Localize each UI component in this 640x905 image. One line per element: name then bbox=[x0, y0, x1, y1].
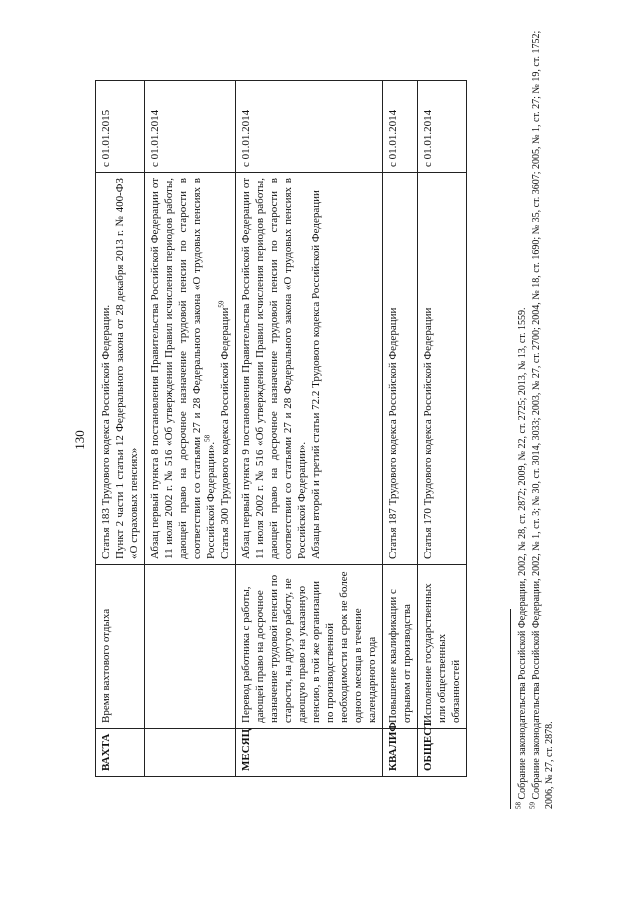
row-date: с 01.01.2014 bbox=[418, 81, 467, 173]
row-name: Перевод работника с работы, дающей право на досрочное назначение трудовой пенсии по старости, на другую работу, не дающую право на указанную пенсию, в той же организации по производственной необходимости на срок не более одного месяца в течение календарного года bbox=[236, 565, 383, 729]
row-basis bbox=[383, 173, 418, 565]
footnote-text: Собрание законодательства Российской Федерации, 2002, № 1, ст. 3; № 30, ст. 3014, 3033; 2003, № 27, ст. 2700; 2004, № 18, ст. 1690; № 35, ст. 3607; 2005, № 1, ст. 27; № 19, ст. 1752; 2006, № 27, ст. 2878. bbox=[531, 30, 555, 809]
footnote-number: 59 bbox=[528, 802, 537, 809]
row-date: с 01.01.2014 bbox=[145, 81, 236, 173]
row-name: Время вахтового отдыха bbox=[96, 565, 145, 729]
table-row bbox=[236, 81, 383, 777]
row-code: ОБЩЕСТ bbox=[418, 729, 467, 777]
footnote-ref: 59 bbox=[217, 300, 226, 308]
row-code bbox=[145, 729, 236, 777]
row-date: с 01.01.2014 bbox=[383, 81, 418, 173]
footnote-ref: 58 bbox=[203, 434, 212, 442]
table-row bbox=[145, 81, 236, 777]
basis-paragraph bbox=[148, 178, 218, 559]
basis-paragraph: Статья 183 Трудового кодекса Российской Федерации. bbox=[100, 304, 112, 559]
footnote bbox=[516, 29, 529, 809]
page-number: 130 bbox=[72, 430, 87, 450]
row-date: с 01.01.2014 bbox=[236, 81, 383, 173]
row-basis bbox=[145, 173, 236, 565]
row-code: МЕСЯЦ bbox=[236, 729, 383, 777]
row-basis bbox=[236, 173, 383, 565]
row-name bbox=[145, 565, 236, 729]
row-basis bbox=[418, 173, 467, 565]
basis-text: Абзац первый пункта 8 постановления Правительства Российской Федерации от 11 июля 2002 г. № 516 «Об утверждении Правил исчисления периодов работы, дающей право на досрочное назначение трудовой пенсии по старости в соответствии со статьями 27 и 28 Федерального закона «О трудовых пенсиях в Российской Федерации». bbox=[149, 178, 217, 559]
row-code: КВАЛИФ bbox=[383, 729, 418, 777]
table-row bbox=[383, 81, 418, 777]
row-name: Повышение квалификации с отрывом от производства bbox=[383, 565, 418, 729]
table-row bbox=[418, 81, 467, 777]
footnote-divider bbox=[510, 609, 511, 809]
table-row bbox=[96, 81, 145, 777]
basis-text: Статья 300 Трудового кодекса Российской Федерации bbox=[219, 307, 231, 559]
basis-paragraph: Пункт 2 части 1 статьи 12 Федерального закона от 28 декабря 2013 г. № 400-ФЗ «О страховых пенсиях» bbox=[114, 178, 140, 559]
row-name: Исполнение государственных или общественных обязанностей bbox=[418, 565, 467, 729]
basis-paragraph bbox=[218, 178, 232, 559]
basis-paragraph: Статья 187 Трудового кодекса Российской Федерации bbox=[387, 307, 399, 559]
footnote-text: Собрание законодательства Российской Федерации, 2002, № 28, ст. 2872; 2009, № 22, ст. 2725; 2013, № 13, ст. 1559. bbox=[517, 307, 528, 800]
codes-table bbox=[95, 80, 467, 777]
row-code: ВАХТА bbox=[96, 729, 145, 777]
footnote bbox=[530, 29, 556, 809]
basis-paragraph: Абзацы второй и третий статьи 72.2 Трудового кодекса Российской Федерации bbox=[310, 190, 322, 559]
footnote-number: 58 bbox=[514, 802, 523, 809]
basis-paragraph: Статья 170 Трудового кодекса Российской Федерации bbox=[422, 307, 434, 559]
basis-paragraph: Абзац первый пункта 9 постановления Правительства Российской Федерации от 11 июля 2002 г. № 516 «Об утверждении Правил исчисления периодов работы, дающей право на досрочное назначение трудовой пенсии по старости в соответствии со статьями 27 и 28 Федерального закона «О трудовых пенсиях в Российской Федерации». bbox=[240, 178, 308, 559]
row-date: с 01.01.2015 bbox=[96, 81, 145, 173]
row-basis bbox=[96, 173, 145, 565]
